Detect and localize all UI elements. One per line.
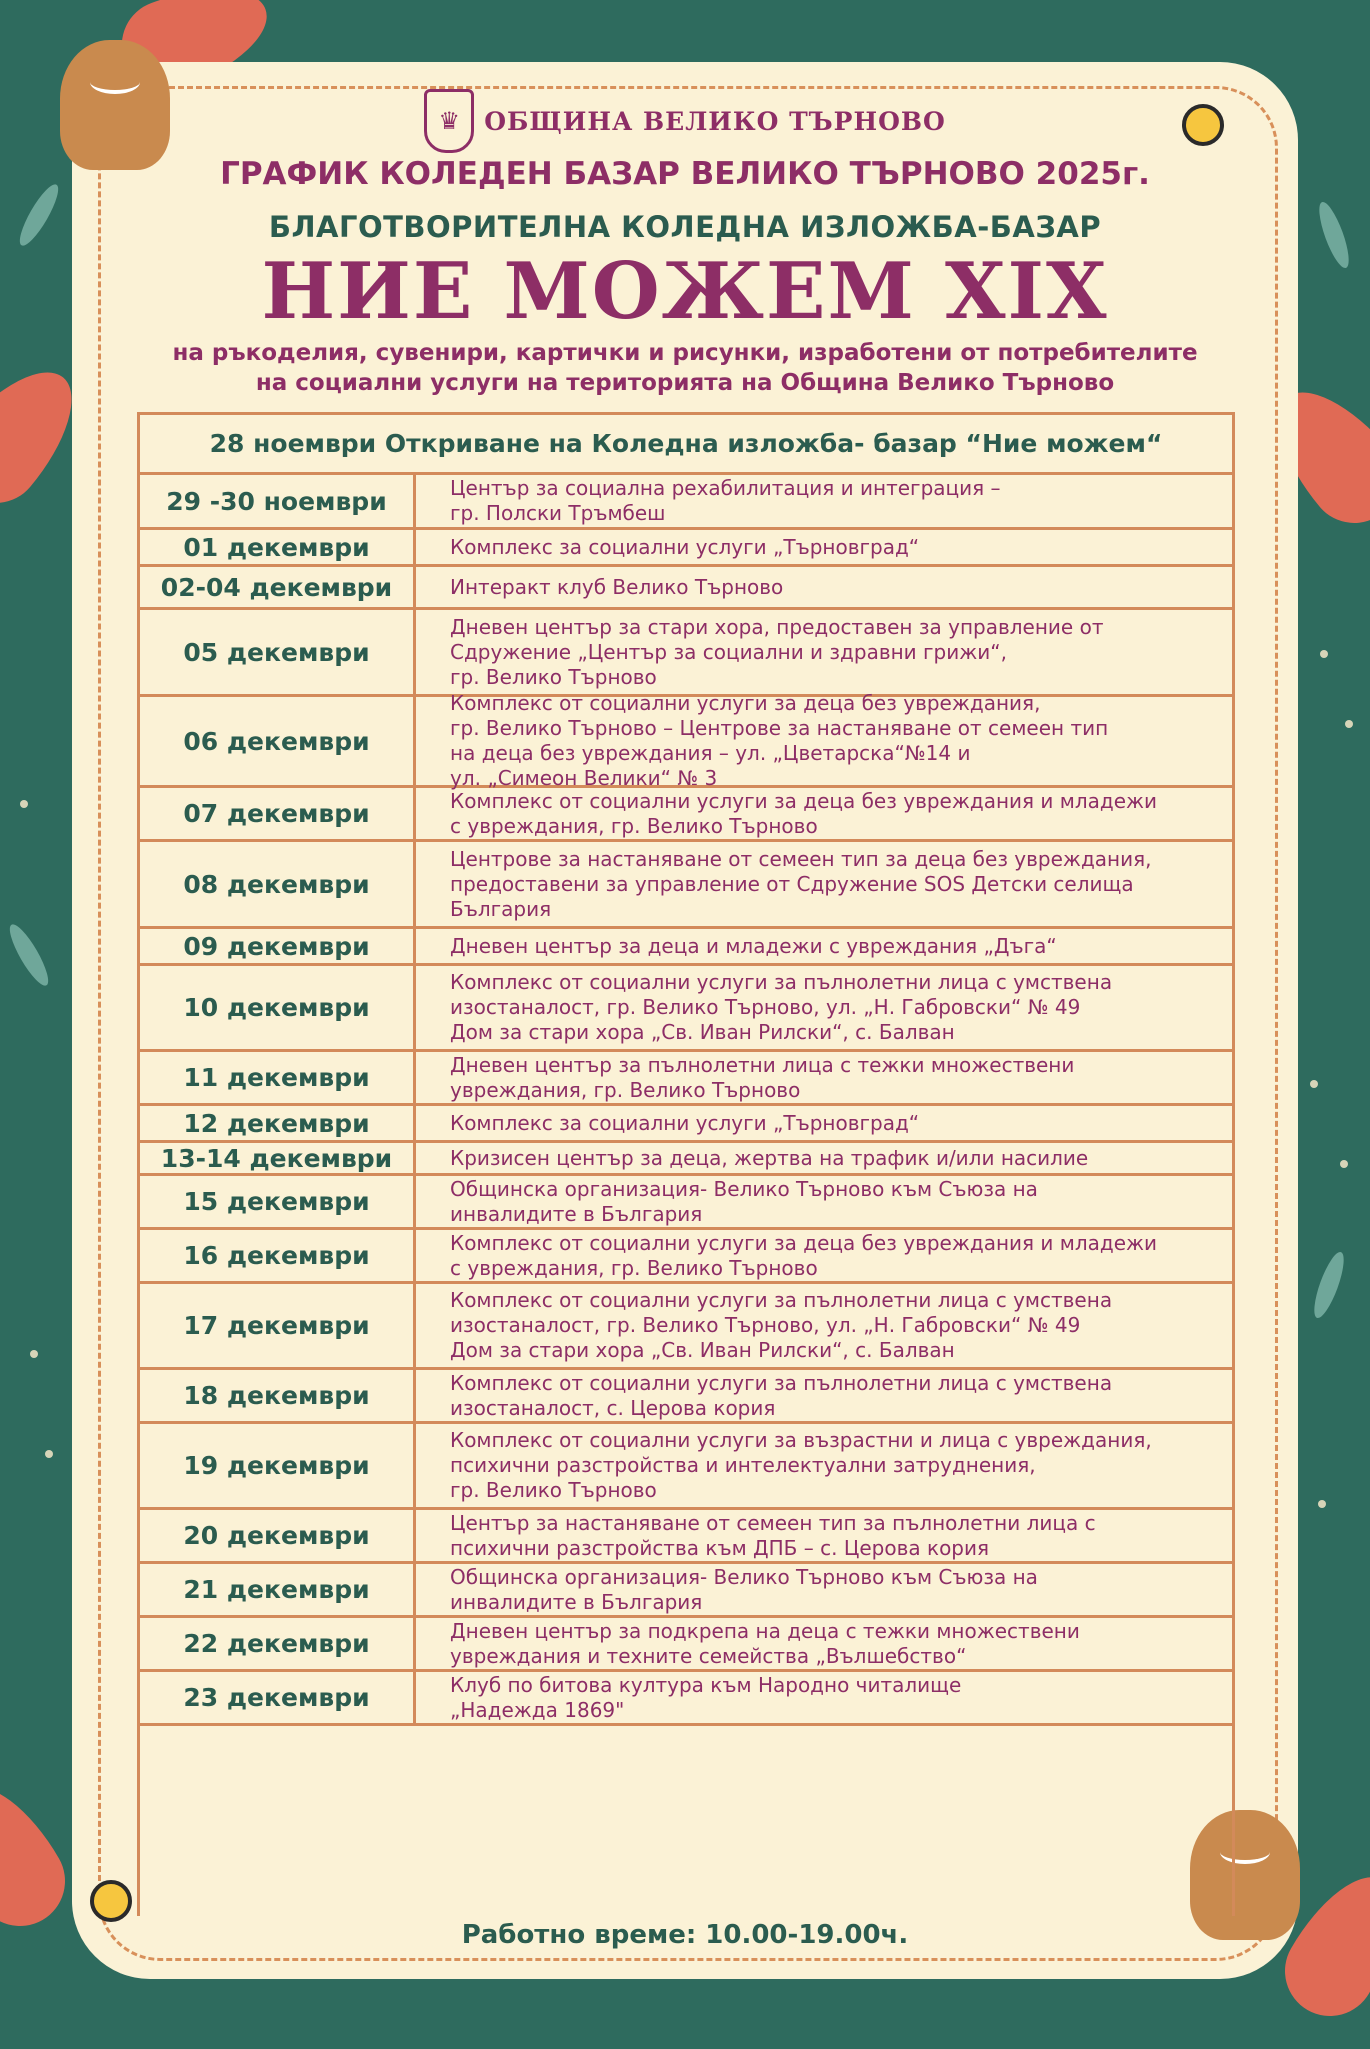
schedule-date: 22 декември	[140, 1618, 416, 1669]
subtitle-line: на социални услуги на територията на Община Велико Търново	[255, 370, 1115, 396]
schedule-row	[140, 788, 1232, 842]
poinsettia-center	[90, 1880, 132, 1922]
logo-text: ОБЩИНА ВЕЛИКО ТЪРНОВО	[484, 106, 946, 136]
snow-dot	[1318, 1500, 1326, 1508]
schedule-row	[140, 1052, 1232, 1106]
snow-dot	[1320, 650, 1328, 658]
schedule-organization: Комплекс от социални услуги за възрастни и лица с увреждания, психични разстройства и интелектуални затруднения, гр. Велико Търново	[450, 1428, 1152, 1502]
event-subtitle	[72, 338, 1298, 398]
schedule-row	[140, 1370, 1232, 1424]
schedule-date: 12 декември	[140, 1106, 416, 1140]
opening-row: 28 ноември Откриване на Коледна изложба- базар “Ние можем“	[140, 415, 1232, 475]
schedule-row	[140, 842, 1232, 929]
schedule-organization: Комплекс от социални услуги за пълнолетни лица с умствена изостаналост, с. Церова кория	[450, 1370, 1113, 1420]
schedule-organization: Дневен център за подкрепа на деца с тежки множествени увреждания и техните семейства „Вълшебство“	[450, 1618, 1080, 1668]
leaf	[4, 920, 55, 990]
schedule-date: 18 декември	[140, 1370, 416, 1421]
schedule-date: 08 декември	[140, 842, 416, 926]
schedule-date: 16 декември	[140, 1230, 416, 1281]
schedule-date: 06 декември	[140, 697, 416, 785]
schedule-row	[140, 1618, 1232, 1672]
schedule-organization: Интеракт клуб Велико Търново	[450, 574, 784, 599]
schedule-row	[140, 1143, 1232, 1176]
schedule-date: 07 декември	[140, 788, 416, 839]
schedule-date: 21 декември	[140, 1564, 416, 1615]
schedule-organization: Комплекс за социални услуги „Търновград“	[450, 1110, 920, 1135]
leaf	[1309, 1249, 1350, 1321]
schedule-date: 19 декември	[140, 1424, 416, 1507]
schedule-organization: Общинска организация- Велико Търново към Съюза на инвалидите в България	[450, 1176, 1038, 1226]
schedule-date: 09 декември	[140, 929, 416, 963]
schedule-organization: Общинска организация- Велико Търново към Съюза на инвалидите в България	[450, 1564, 1038, 1614]
schedule-date: 29 -30 ноември	[140, 475, 416, 527]
schedule-organization: Кризисен център за деца, жертва на трафик и/или насилие	[450, 1145, 1089, 1170]
schedule-row	[140, 966, 1232, 1052]
schedule-row	[140, 929, 1232, 966]
schedule-row	[140, 475, 1232, 530]
event-line: БЛАГОТВОРИТЕЛНА КОЛЕДНА ИЗЛОЖБА-БАЗАР	[268, 210, 1102, 244]
lion-crest-icon: ♛	[424, 89, 474, 153]
schedule-row	[140, 567, 1232, 610]
schedule-organization: Клуб по битова култура към Народно читалище „Надежда 1869"	[450, 1672, 962, 1722]
schedule-date: 02-04 декември	[140, 567, 416, 607]
schedule-row	[140, 1672, 1232, 1726]
schedule-organization: Дневен център за стари хора, предоставен за управление от Сдружение „Център за социални и здравни грижи“, гр. Велико Търново	[450, 614, 1104, 689]
schedule-row	[140, 1564, 1232, 1618]
schedule-date: 11 декември	[140, 1052, 416, 1103]
schedule-organization: Център за социална рехабилитация и интеграция – гр. Полски Тръмбеш	[450, 476, 1001, 525]
schedule-organization: Комплекс от социални услуги за пълнолетни лица с умствена изостаналост, гр. Велико Търново, ул. „Н. Габровски“ № 49 Дом за стари хора „Св. Иван Рилски“, с. Балван	[450, 1288, 1113, 1362]
schedule-table	[137, 412, 1235, 1916]
schedule-date: 13-14 декември	[140, 1143, 416, 1173]
schedule-row	[140, 1510, 1232, 1564]
snow-dot	[45, 1450, 53, 1458]
working-hours: Работно време: 10.00-19.00ч.	[461, 1920, 909, 1950]
schedule-date: 20 декември	[140, 1510, 416, 1561]
schedule-organization: Комплекс от социални услуги за деца без увреждания и младежи с увреждания, гр. Велико Търново	[450, 1230, 1158, 1280]
snow-dot	[1310, 1080, 1318, 1088]
leaf	[14, 180, 65, 250]
schedule-row	[140, 1424, 1232, 1510]
snow-dot	[1340, 1160, 1348, 1168]
schedule-date: 17 декември	[140, 1284, 416, 1367]
schedule-organization: Комплекс от социални услуги за пълнолетни лица с умствена изостаналост, гр. Велико Търново, ул. „Н. Габровски“ № 49 Дом за стари хора „Св. Иван Рилски“, с. Балван	[450, 970, 1113, 1044]
schedule-date: 01 декември	[140, 530, 416, 564]
schedule-date: 15 декември	[140, 1176, 416, 1227]
schedule-row	[140, 530, 1232, 567]
schedule-organization: Център за настаняване от семеен тип за пълнолетни лица с психични разстройства към ДПБ – с. Церова кория	[450, 1510, 1096, 1560]
subtitle-line: на ръкоделия, сувенири, картички и рисунки, изработени от потребителите	[172, 340, 1198, 366]
municipality-logo	[72, 86, 1298, 156]
schedule-row	[140, 1284, 1232, 1370]
schedule-row	[140, 610, 1232, 697]
event-name: НИЕ МОЖЕМ XIX	[261, 246, 1109, 337]
schedule-row	[140, 1176, 1232, 1230]
schedule-date: 23 декември	[140, 1672, 416, 1723]
schedule-date: 10 декември	[140, 966, 416, 1049]
schedule-row	[140, 691, 1232, 790]
schedule-organization: Комплекс за социални услуги „Търновград“	[450, 534, 920, 559]
schedule-organization: Дневен център за деца и младежи с увреждания „Дъга“	[450, 933, 1057, 958]
schedule-date: 05 декември	[140, 610, 416, 694]
leaf	[1314, 199, 1355, 271]
poinsettia-petal	[0, 1768, 81, 1943]
schedule-row	[140, 1230, 1232, 1284]
snow-dot	[1345, 720, 1353, 728]
schedule-organization: Комплекс от социални услуги за деца без увреждания, гр. Велико Търново – Центрове за настаняване от семеен тип на деца без увреждания – ул. „Цветарска“№14 и ул. „Симеон Велики“ № 3	[450, 691, 1109, 790]
schedule-organization: Комплекс от социални услуги за деца без увреждания и младежи с увреждания, гр. Велико Търново	[450, 788, 1158, 838]
schedule-organization: Центрове за настаняване от семеен тип за деца без увреждания, предоставени за управление от Сдружение SOS Детски селища България	[450, 846, 1152, 921]
schedule-organization: Дневен център за пълнолетни лица с тежки множествени увреждания, гр. Велико Търново	[450, 1052, 1075, 1102]
schedule-row	[140, 1106, 1232, 1143]
snow-dot	[30, 1350, 38, 1358]
snow-dot	[20, 800, 28, 808]
page-title: ГРАФИК КОЛЕДЕН БАЗАР ВЕЛИКО ТЪРНОВО 2025г.	[220, 156, 1150, 192]
